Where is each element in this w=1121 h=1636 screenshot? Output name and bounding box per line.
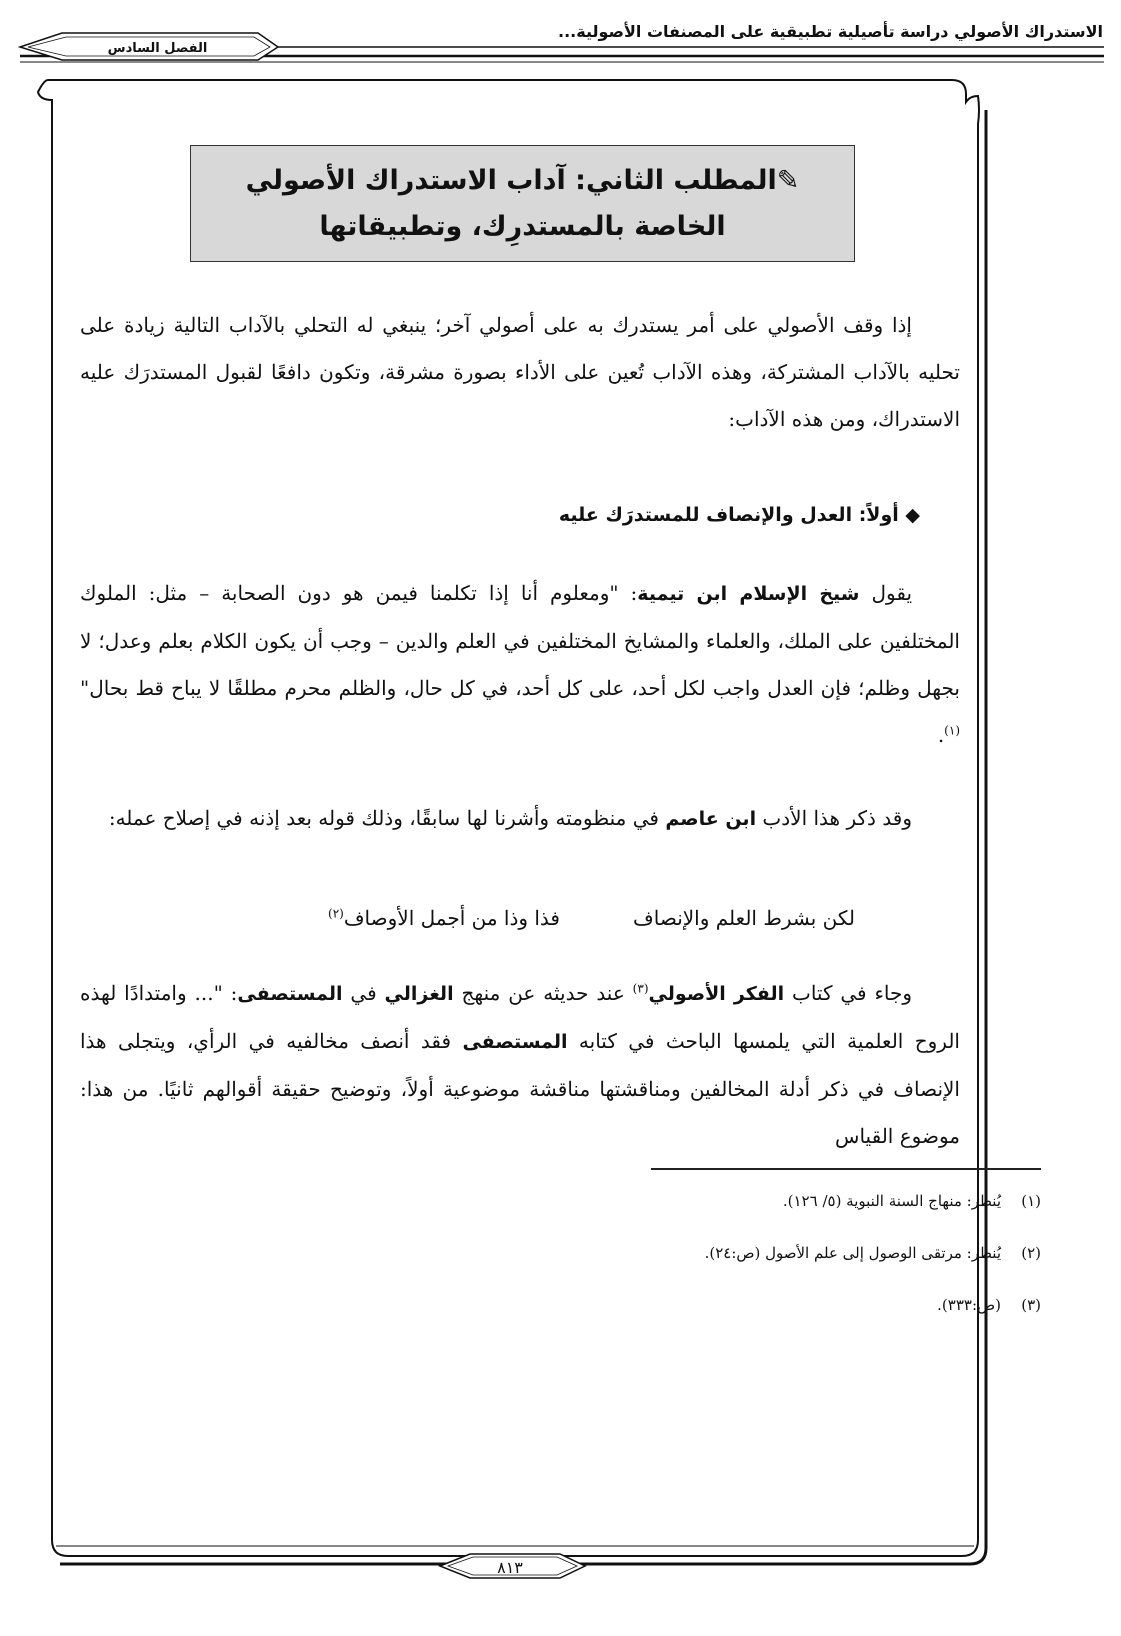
section-title-box — [190, 145, 855, 262]
verse-second-hemistich: فذا وذا من أجمل الأوصاف$^{(٢)}$ — [328, 906, 560, 930]
p3-pre: وقد ذكر هذا الأدب — [756, 806, 912, 830]
footnote-1 — [161, 1188, 1041, 1240]
scholar-name-2: ابن عاصم — [665, 808, 757, 830]
book-title: الاستدراك الأصولي دراسة تأصيلية تطبيقية على المصنفات الأصولية... — [558, 22, 1103, 41]
p2-end: . — [937, 723, 945, 747]
book-name-3: المستصفى — [462, 1031, 568, 1053]
chapter-label: الفصل السادس — [107, 41, 208, 56]
pencil-icon: ✎ — [776, 164, 800, 196]
poem-verse — [80, 895, 960, 942]
p3-text: في منظومته وأشرنا لها سابقًا، وذلك قوله بعد إذنه في إصلاح عمله: — [108, 806, 666, 830]
footnote-number: (١) — [1021, 1192, 1041, 1210]
scholar-name-3: الغزالي — [384, 983, 454, 1005]
footnote-2 — [161, 1240, 1041, 1292]
p2-pre: يقول — [859, 581, 913, 605]
verse-first-hemistich: لكن بشرط العلم والإنصاف — [633, 906, 855, 930]
footnote-text: يُنظر: مرتقى الوصول إلى علم الأصول (ص:٢٤). — [704, 1244, 1001, 1262]
footnote-ref-3[interactable]: (٣) — [632, 981, 649, 996]
intro-paragraph: إذا وقف الأصولي على أمر يستدرك به على أصولي آخر؛ ينبغي له التحلي بالآداب التالية زيادة على تحليه بالآداب المشتركة، وهذه الآداب تُعين على الأداء بصورة مشرقة، وتكون دافعًا لقبول المستدرَك عليه الاستدراك، ومن هذه الآداب: — [80, 313, 960, 431]
footnote-text: (ص:٣٣٣). — [937, 1296, 1001, 1314]
subheading: ◆ أولاً: العدل والإنصاف للمستدرَك عليه — [558, 504, 920, 526]
section-title-line-1 — [246, 158, 800, 204]
footnote-ref-1[interactable]: (١) — [944, 723, 960, 738]
footnote-number: (٣) — [1021, 1296, 1041, 1314]
ibn-asim-paragraph — [80, 795, 960, 843]
ibn-taymiyya-quote — [80, 570, 960, 759]
footnote-divider — [651, 1168, 1041, 1170]
section-title-label: المطلب الثاني — [585, 164, 777, 196]
page-number: ٨١٣ — [497, 1558, 523, 1577]
footnotes — [161, 1188, 1041, 1344]
ghazali-paragraph: وجاء في كتاب الفكر الأصولي$^{(٣)}$ عند حديثه عن منهج الغزالي في المستصفى: "... وامتدادًا لهذه الروح العلمية التي يلمسها الباحث في كتابه المستصفى فقد أنصف مخالفيه في الرأي، ويتجلى هذا الإنصاف في ذكر أدلة المخالفين ومناقشتها مناقشة موضوعية أولاً، وتوضيح حقيقة أقوالهم ثانيًا. من هذا: موضوع القياس — [80, 981, 960, 1148]
footnote-number: (٢) — [1021, 1244, 1041, 1262]
footnote-ref-2[interactable]: (٢) — [328, 906, 344, 921]
scholar-name: شيخ الإسلام ابن تيمية — [637, 583, 860, 605]
section-title-rest: : آداب الاستدراك الأصولي — [245, 164, 586, 196]
p2-text: : "ومعلوم أنا إذا تكلمنا فيمن هو دون الصحابة – مثل: الملوك المختلفين على الملك، والعلماء والمشايخ المختلفين في العلم والدين – وجب أن يكون الكلام بعلم وعدل؛ لا بجهل وظلم؛ فإن العدل واجب لكل أحد، على كل أحد، في كل حال، والظلم محرم مطلقًا لا يباح قط بحال" — [80, 581, 960, 700]
footnote-3 — [161, 1292, 1041, 1344]
book-name: الفكر الأصولي — [648, 983, 785, 1005]
footnote-text: يُنظر: منهاج السنة النبوية (٥/ ١٢٦). — [782, 1192, 1001, 1210]
book-name-2: المستصفى — [237, 983, 343, 1005]
section-title-line-2: الخاصة بالمستدرِك، وتطبيقاتها — [319, 210, 726, 242]
